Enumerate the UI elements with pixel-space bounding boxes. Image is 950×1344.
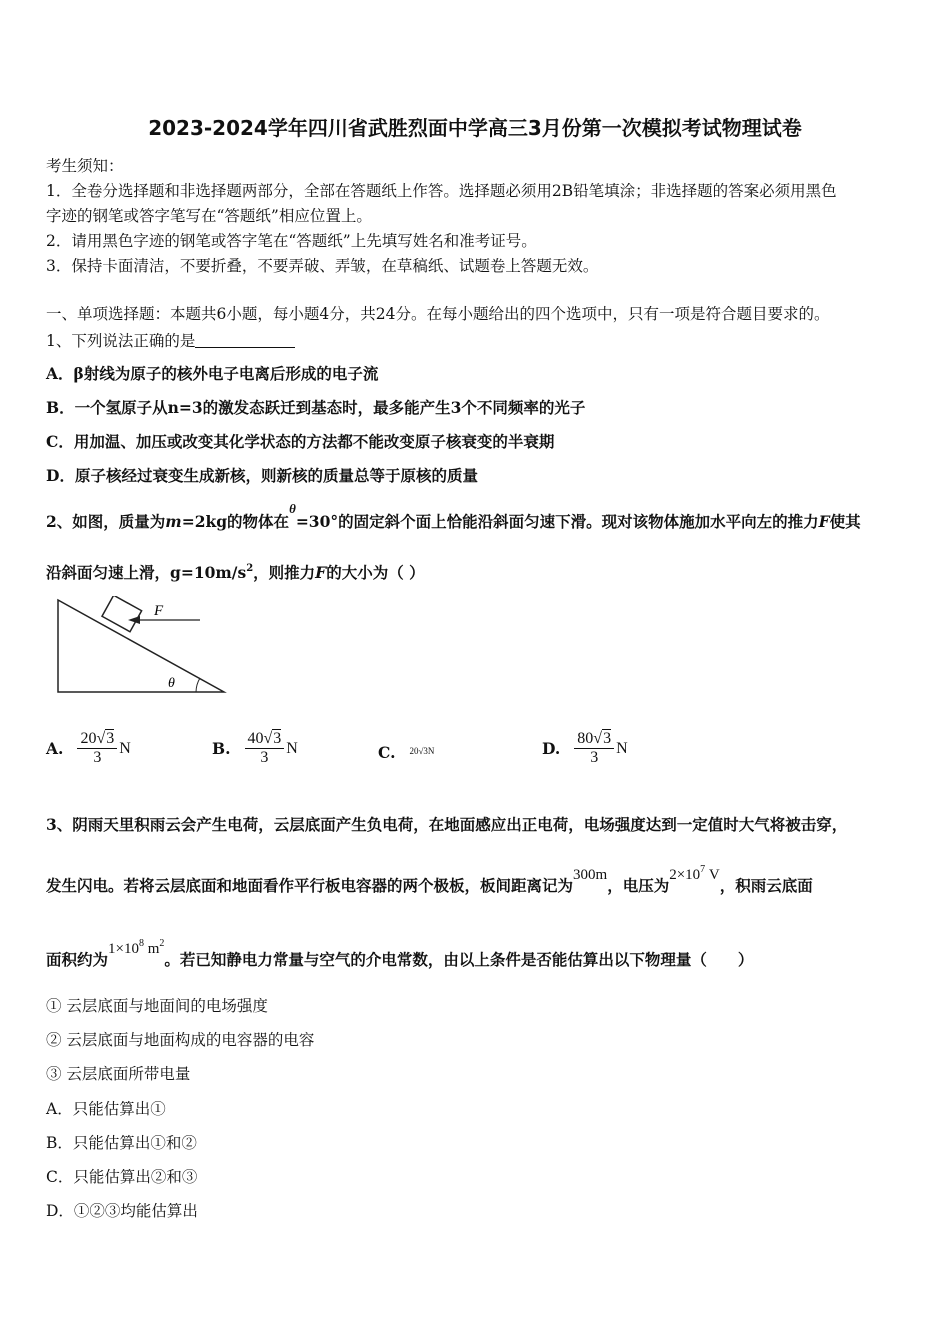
question-3-stem-line3: 面积约为$1\times 10^8$ $m^2$。若已知静电力常量与空气的介电常数，由以上条件是否能估算出以下物理量（ ） [46,938,754,969]
q2-option-a: A. $\frac{20√3}{3}$ N [46,730,131,766]
q3-option-a: A．只能估算出① [46,1100,166,1118]
incline-triangle [58,600,224,692]
q2-option-b: B. $\frac{40√3}{3}$ N [212,730,298,766]
notice-item: 2．请用黑色字迹的钢笔或答字笔在“答题纸”上先填写姓名和准考证号。 [46,232,537,250]
force-label: F [154,603,164,619]
notice-item: 1．全卷分选择题和非选择题两部分，全部在答题纸上作答。选择题必须用2B铅笔填涂；非选择题的答案必须用黑色 [46,182,837,200]
angle-label: θ [168,676,175,691]
answer-blank [195,333,295,348]
q3-item: ① 云层底面与地面间的电场强度 [46,997,268,1015]
question-3-stem-line1: 3、阴雨天里积雨云会产生电荷，云层底面产生负电荷，在地面感应出正电荷，电场强度达到一定值时大气将被击穿， [46,815,848,834]
block [102,596,142,632]
q3-option-d: D．①②③均能估算出 [46,1202,198,1220]
q2-option-c: C. $_{20√3N}$ [378,742,435,762]
page-title: 2023-2024学年四川省武胜烈面中学高三3月份第一次模拟考试物理试卷 [148,116,802,140]
incline-diagram [50,596,240,700]
q1-option-d: D．原子核经过衰变生成新核，则新核的质量总等于原核的质量 [46,466,478,485]
angle-arc [196,678,200,692]
q3-option-b: B．只能估算出①和② [46,1134,197,1152]
section-heading: 一、单项选择题：本题共6小题，每小题4分，共24分。在每小题给出的四个选项中，只有一项是符合题目要求的。 [46,305,830,323]
notice-heading: 考生须知： [46,157,124,175]
notice-item: 3．保持卡面清洁，不要折叠，不要弄破、弄皱，在草稿纸、试题卷上答题无效。 [46,257,599,275]
q1-option-a: A．β射线为原子的核外电子电离后形成的电子流 [46,364,379,383]
question-2-stem-line1: 2、如图，质量为m=2kg的物体在$^\theta$=30°的固定斜个面上恰能沿斜面匀速下滑。现对该物体施加水平向左的推力F使其 [46,501,861,531]
question-1-stem: 1、下列说法正确的是 [46,329,295,351]
question-3-stem-line2: 发生闪电。若将云层底面和地面看作平行板电容器的两个极板，板间距离记为300m，电压为$2\times 10^7$ V，积雨云底面 [46,864,813,895]
q2-option-d: D. $\frac{80√3}{3}$ N [542,730,628,766]
q3-item: ② 云层底面与地面构成的电容器的电容 [46,1031,315,1049]
question-2-stem-line2: 沿斜面匀速上滑，$g=10m/s^2$，则推力F的大小为（ ） [46,563,425,582]
q3-item: ③ 云层底面所带电量 [46,1065,191,1083]
q3-option-c: C．只能估算出②和③ [46,1168,198,1186]
q1-option-b: B．一个氢原子从n=3的激发态跃迁到基态时，最多能产生3个不同频率的光子 [46,398,586,417]
notice-item: 字迹的钢笔或答字笔写在“答题纸”相应位置上。 [46,207,372,225]
q1-option-c: C．用加温、加压或改变其化学状态的方法都不能改变原子核衰变的半衰期 [46,432,555,451]
